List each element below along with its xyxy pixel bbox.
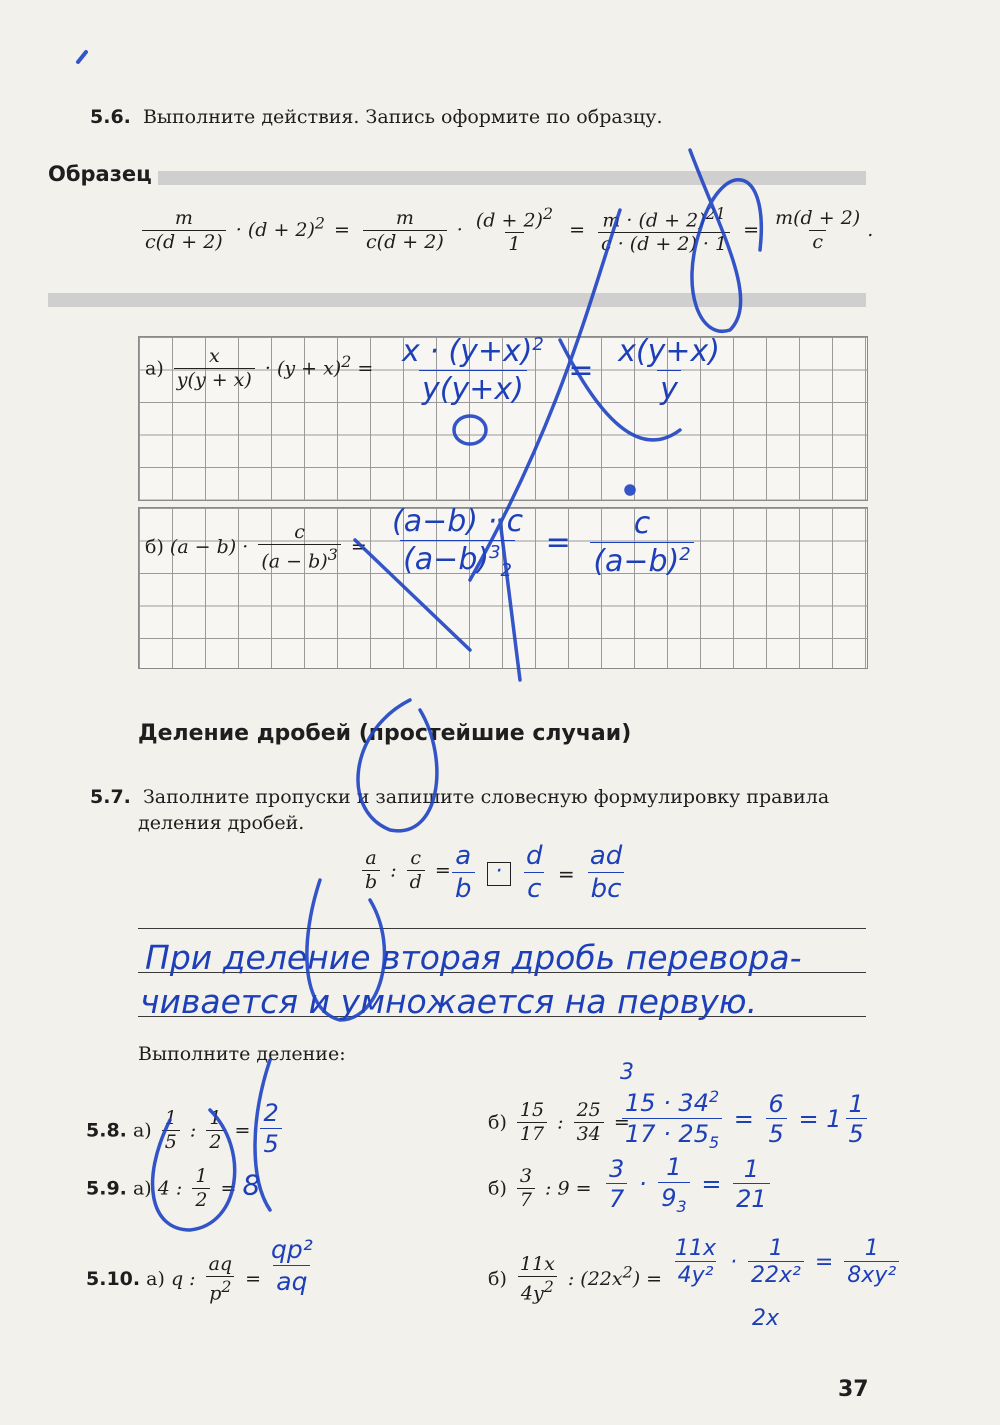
task-b-eq: =	[350, 535, 367, 558]
sample-band-top	[158, 171, 866, 185]
hw-answer-b: $\frac{(a-b) \cdot c}{(a-b)^3_2}$ = $\frac{c}{(a-b)^2}$	[385, 505, 698, 582]
sample-eq1: =	[334, 218, 350, 241]
sample-f1-num: m	[174, 206, 193, 229]
exercise-task-line1: Заполните пропуски и запишите словесную формулировку правила	[142, 786, 830, 808]
hw-division-rule: $\frac{a}{b}$ · $\frac{d}{c}$ = $\frac{ad}{bc}$	[448, 842, 629, 905]
blank-box[interactable]: ·	[487, 862, 511, 886]
perform-division-heading: Выполните деление:	[138, 1043, 346, 1065]
writing-line-1[interactable]	[138, 928, 866, 929]
rule-eq: =	[434, 859, 451, 882]
rule-c: c	[410, 847, 422, 869]
exercise-number: 5.10.	[86, 1267, 141, 1290]
task-b-head: (a − b) ·	[169, 535, 249, 558]
exercise-number: 5.9.	[86, 1177, 127, 1200]
rule-a: a	[365, 847, 377, 869]
sample-f2-num: m	[395, 206, 414, 229]
hw-answer-5-10b-sub: 2x	[752, 1306, 780, 1331]
task-label: б)	[488, 1267, 507, 1290]
division-rule	[358, 848, 451, 895]
sample-band-bottom	[48, 293, 866, 307]
hw-answer-5-8b-top: 3	[620, 1060, 634, 1085]
rule-d: d	[407, 870, 425, 895]
sample-eq3: =	[743, 218, 760, 241]
task-b-num: c	[294, 521, 305, 543]
hw-answer-a: $\frac{x \cdot (y+x)^2}{y(y+x)}$ = $\frac{x(y+x)}{y}$	[402, 334, 720, 407]
sample-f4-den: c · (d + 2) · 1	[598, 232, 730, 257]
sample-heading: Образец	[48, 162, 152, 186]
scribble-loop-middle	[358, 700, 437, 831]
task-label: а)	[146, 1267, 165, 1290]
hw-answer-5-10b: $\frac{11x}{\text{4y²}}$ · $\frac{1}{\text{22x²}}$ = $\frac{1}{\text{8xy²}}$	[668, 1236, 903, 1290]
sample-f4-num: $m \cdot (d + 2)^{21}$	[602, 204, 726, 232]
task-a-label: а)	[145, 357, 164, 380]
sample-eq2: =	[569, 218, 585, 241]
task-a-tail: · (y + x)	[264, 357, 342, 380]
exercise-5-8a: 5.8. а) $\frac{1}{5}$ : $\frac{1}{2}$ = $\frac{2}{5}$	[86, 1100, 286, 1159]
exercise-5-7	[90, 786, 829, 808]
exercise-number: 5.7.	[90, 786, 131, 808]
exercise-5-10a: 5.10. а) q : $\frac{aq}{p^2}$ =	[86, 1253, 262, 1305]
task-label: б)	[488, 1111, 507, 1134]
exercise-number: 5.8.	[86, 1119, 127, 1142]
task-b-den: $(a - b)^3$	[258, 544, 340, 574]
task-b	[145, 522, 367, 574]
task-a-num: x	[208, 345, 220, 367]
hw-rule-text-line1: При деление вторая дробь перевора-	[145, 938, 802, 977]
sample-end: .	[867, 218, 874, 241]
sample-f3-num: $(d + 2)^2$	[475, 204, 554, 232]
exercise-5-10b: б) $\frac{11x}{4y^2}$ : $(22x^2)$ =	[488, 1253, 663, 1305]
section-heading: Деление дробей (простейшие случаи)	[138, 721, 632, 746]
exercise-5-9b: б) $\frac{3}{7}$ : 9 =	[488, 1165, 592, 1211]
hw-answer-5-8b: $\frac{15 \cdot 34^2}{17 \cdot 25_5}$ = $\frac{6}{5}$ = 1 $\frac{1}{5}$	[618, 1088, 871, 1152]
exercise-number: 5.6.	[90, 106, 131, 128]
hw-answer-5-10a: $\frac{\text{qp²}}{aq}$	[271, 1235, 313, 1296]
task-b-label: б)	[145, 535, 164, 558]
rule-b: b	[362, 870, 380, 895]
task-a	[145, 346, 373, 393]
exercise-task-line2: деления дробей.	[138, 812, 305, 834]
task-a-den: y(y + x)	[174, 368, 255, 393]
rule-colon: :	[390, 859, 397, 882]
task-a-eq: =	[357, 357, 374, 380]
task-label: а)	[132, 1119, 152, 1142]
sample-f3-den: 1	[505, 232, 523, 257]
sample-f1-den: c(d + 2)	[142, 230, 226, 255]
hw-answer-5-9b: $\frac{3}{7}$ · $\frac{1}{9_3}$ = $\frac{1}{21}$	[602, 1154, 774, 1216]
task-a-sup: 2	[341, 351, 352, 371]
task-label: а)	[132, 1177, 152, 1200]
exercise-task: Выполните действия. Запись оформите по образцу.	[142, 106, 663, 128]
sample-dot: ·	[456, 218, 463, 241]
sample-f5-den: c	[809, 230, 826, 255]
hw-rule-text-line2: чивается и умножается на первую.	[140, 982, 758, 1021]
pen-mark	[78, 52, 86, 62]
task-label: б)	[488, 1177, 507, 1200]
exercise-5-6	[90, 106, 662, 128]
exercise-5-9a: 5.9. а) 4 : $\frac{1}{2}$ = 8	[86, 1165, 261, 1211]
sample-f5-num: m(d + 2)	[775, 206, 861, 229]
sample-sup: 2	[314, 213, 325, 233]
sample-mul: · (d + 2)	[235, 218, 315, 241]
exercise-5-8b: б) $\frac{15}{17}$ : $\frac{25}{34}$ =	[488, 1099, 630, 1145]
page-number: 37	[838, 1377, 869, 1402]
sample-formula	[138, 205, 873, 257]
sample-f2-den: c(d + 2)	[363, 230, 447, 255]
